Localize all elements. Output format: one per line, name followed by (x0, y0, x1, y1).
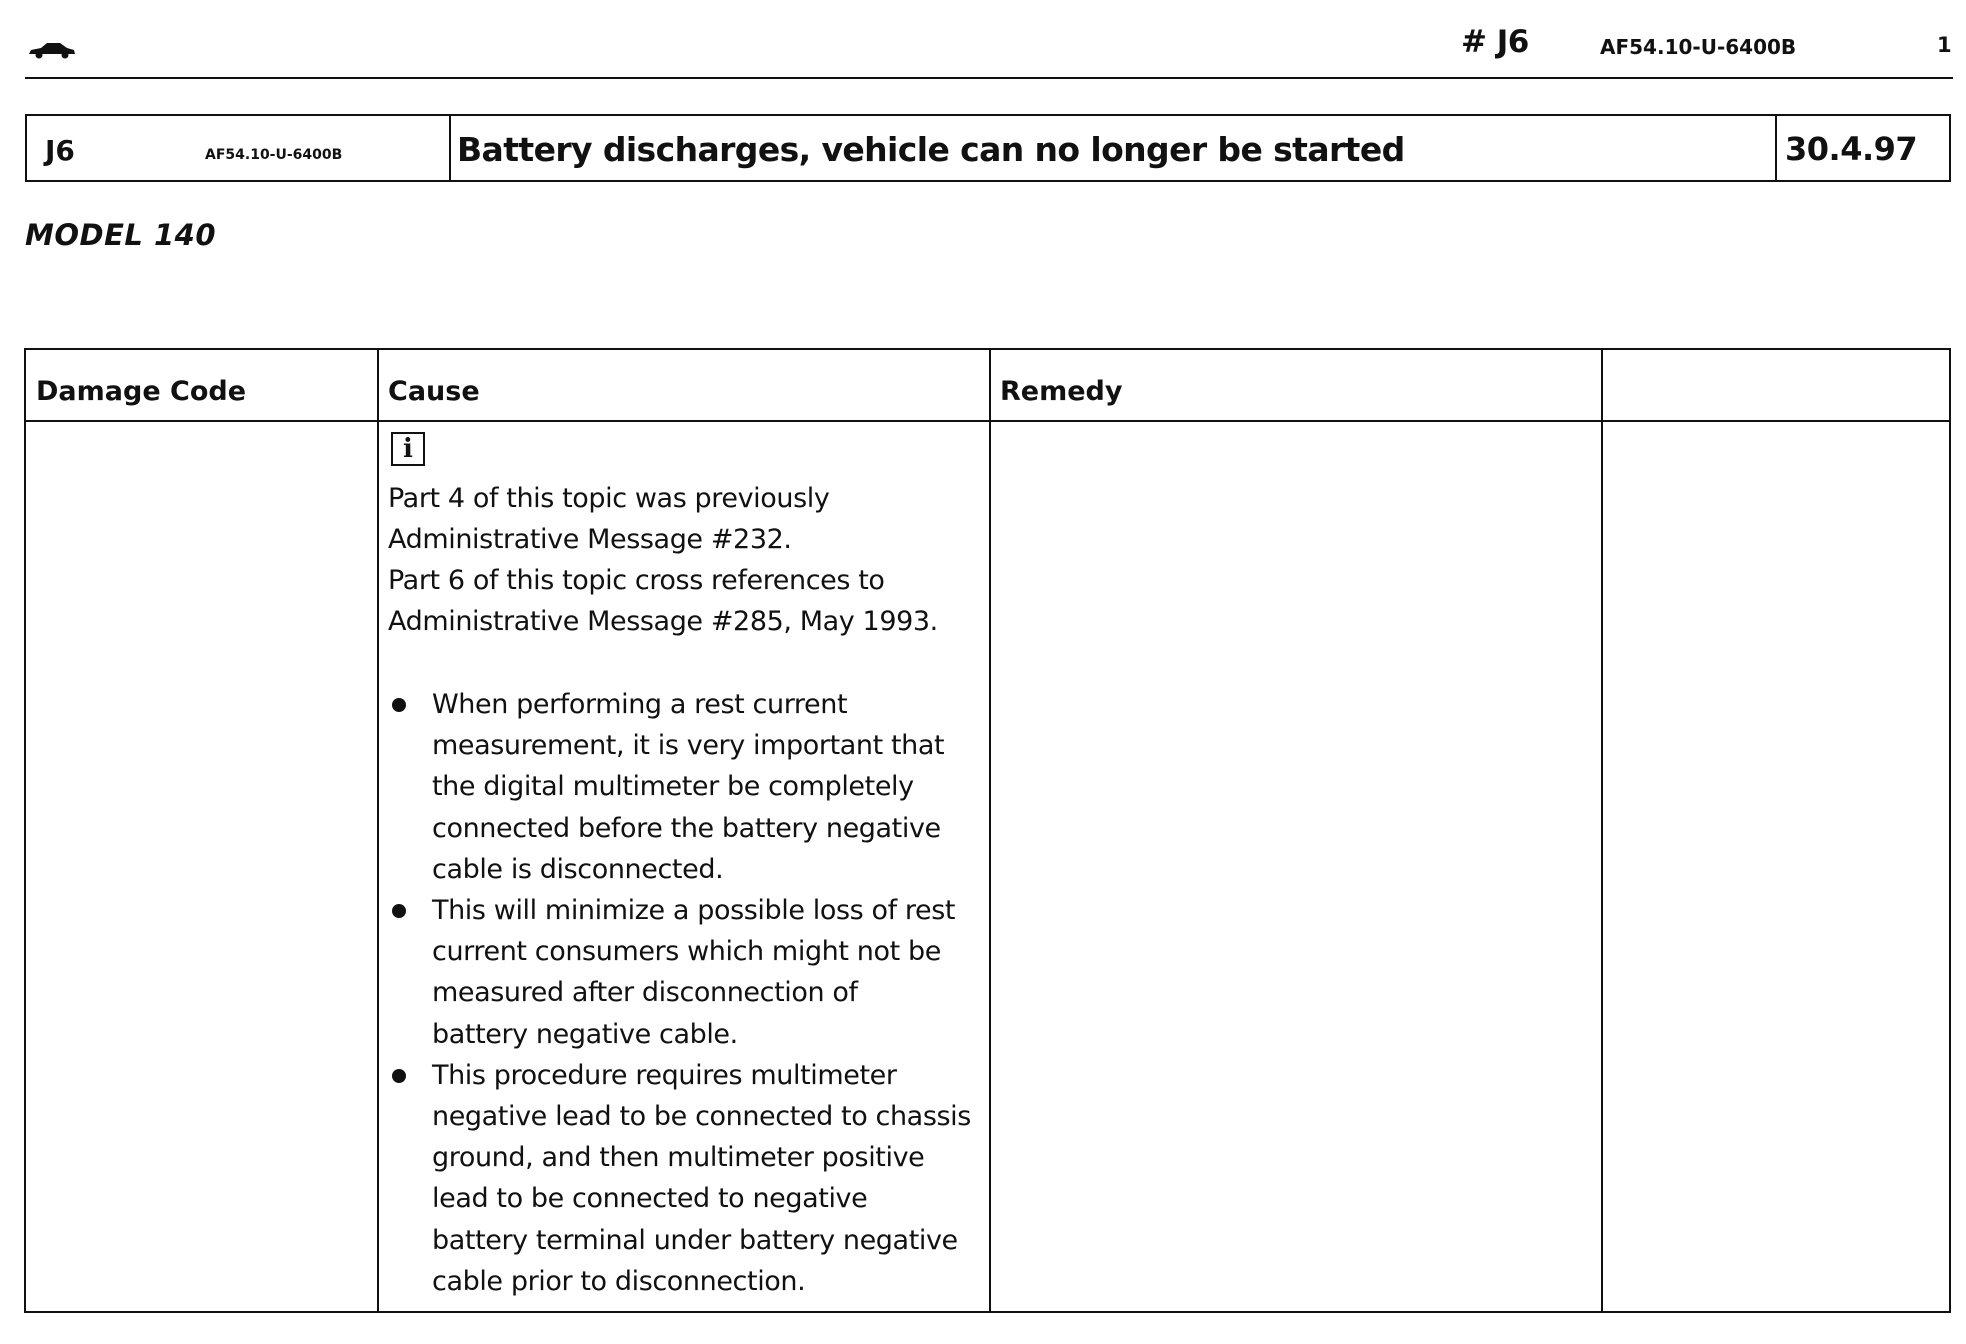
column-divider (1601, 350, 1603, 1311)
bullet-line: battery negative cable. (432, 1018, 738, 1050)
bullet-line: measured after disconnection of (432, 977, 858, 1009)
car-icon (27, 41, 77, 59)
cause-intro (388, 478, 998, 642)
bullet-line: negative lead to be connected to chassis (432, 1101, 971, 1133)
cause-bullet-list (388, 684, 1013, 1302)
header-row-divider (26, 420, 1949, 422)
title-date: 30.4.97 (1785, 130, 1918, 168)
column-divider (377, 350, 379, 1311)
bullet-icon (392, 1069, 406, 1083)
title-divider (1775, 116, 1777, 180)
column-header-damage-code: Damage Code (36, 376, 247, 407)
bullet-icon (392, 904, 406, 918)
title-box (25, 114, 1951, 182)
intro-line: Administrative Message #232. (388, 524, 792, 555)
title-code: J6 (45, 134, 75, 167)
list-item (388, 1055, 1013, 1302)
bullet-icon (392, 698, 406, 712)
header-code: # J6 (1461, 24, 1529, 60)
bullet-line: This procedure requires multimeter (432, 1059, 897, 1091)
bullet-line: This will minimize a possible loss of rest (432, 895, 956, 927)
diagnosis-table (24, 348, 1951, 1313)
bullet-line: cable prior to disconnection. (432, 1265, 806, 1297)
page-title: Battery discharges, vehicle can no longer be started (457, 130, 1405, 169)
bullet-line: connected before the battery negative (432, 812, 941, 844)
bullet-line: cable is disconnected. (432, 853, 724, 885)
bullet-line: ground, and then multimeter positive (432, 1142, 925, 1174)
header-rule (25, 77, 1953, 79)
column-header-remedy: Remedy (1000, 376, 1123, 407)
model-label: MODEL 140 (25, 218, 217, 252)
info-icon: i (391, 432, 425, 466)
intro-line: Administrative Message #285, May 1993. (388, 606, 938, 637)
bullet-line: When performing a rest current (432, 689, 848, 720)
bullet-line: measurement, it is very important that (432, 730, 945, 762)
page-number: 1 (1937, 33, 1952, 57)
bullet-line: lead to be connected to negative (432, 1183, 868, 1215)
intro-line: Part 4 of this topic was previously (388, 483, 830, 514)
title-divider (449, 116, 451, 180)
column-header-cause: Cause (388, 376, 480, 407)
intro-line: Part 6 of this topic cross references to (388, 565, 885, 596)
header-reference: AF54.10-U-6400B (1600, 35, 1797, 59)
list-item (388, 684, 1013, 890)
bullet-line: the digital multimeter be completely (432, 771, 914, 803)
bullet-line: current consumers which might not be (432, 936, 941, 968)
title-reference: AF54.10-U-6400B (205, 147, 343, 163)
bullet-line: battery terminal under battery negative (432, 1224, 958, 1256)
list-item (388, 890, 1013, 1055)
